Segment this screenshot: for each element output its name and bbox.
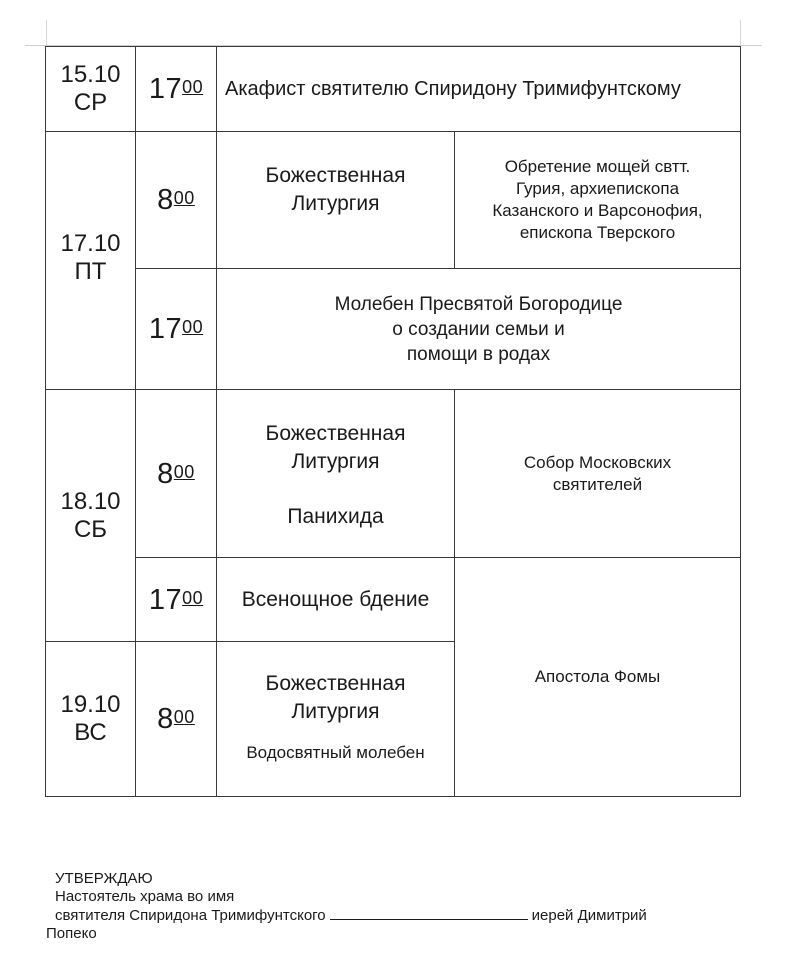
rector-surname: Попеко (46, 925, 97, 942)
schedule-table (45, 46, 741, 797)
service-name: Божественная (265, 672, 406, 695)
service-time: $8^{00}$ (157, 703, 195, 735)
service-name: Божественная (265, 164, 406, 187)
crop-mark-right (740, 20, 741, 45)
table-row (46, 269, 741, 390)
service-cell (217, 132, 455, 269)
weekday: ПТ (74, 258, 107, 285)
rector-line (55, 906, 647, 925)
table-row (46, 132, 741, 269)
feast-line: святителей (552, 474, 643, 494)
time-cell (136, 642, 217, 797)
time-cell (136, 47, 217, 132)
approval-block (55, 870, 647, 925)
feast-line: епископа Тверского (519, 223, 676, 242)
weekday: ВС (74, 719, 107, 746)
time-cell (136, 269, 217, 390)
feast-line: Собор Московских (523, 452, 672, 472)
service-cell (217, 558, 455, 642)
service-name: о создании семьи и (392, 318, 565, 340)
feast-line: Казанского и Варсонофия, (492, 201, 703, 220)
date-cell (46, 390, 136, 642)
rector-name: иерей Димитрий (531, 907, 647, 924)
time-cell (136, 390, 217, 558)
service-extra: Панихида (287, 505, 384, 528)
feast-cell (455, 132, 741, 269)
feast-line: Обретение мощей свтт. (504, 157, 691, 176)
date: 17.10 (60, 230, 121, 257)
service-name: Литургия (291, 700, 380, 723)
service-cell (217, 642, 455, 797)
service-time: $8^{00}$ (157, 457, 195, 490)
date-cell (46, 642, 136, 797)
service-cell (217, 47, 741, 132)
weekday: СБ (73, 515, 108, 543)
service-extra: Водосвятный молебен (246, 743, 425, 762)
time-cell (136, 132, 217, 269)
time-cell (136, 558, 217, 642)
feast-cell (455, 558, 741, 797)
service-time: $17^{00}$ (148, 583, 204, 616)
feast-line: Апостола Фомы (534, 667, 661, 686)
service-time: $17^{00}$ (148, 313, 204, 345)
table-row (46, 47, 741, 132)
service-name: Литургия (291, 192, 380, 215)
weekday: СР (73, 89, 108, 116)
date: 19.10 (60, 691, 121, 718)
date-cell (46, 47, 136, 132)
service-name: Божественная (265, 422, 406, 445)
feast-line: Гурия, архиепископа (515, 179, 680, 198)
date: 15.10 (60, 61, 121, 88)
feast-cell (455, 390, 741, 558)
service-name: Всенощное бдение (241, 587, 430, 611)
service-name: помощи в родах (406, 343, 551, 365)
service-name: Литургия (291, 450, 380, 473)
signature-line (330, 906, 528, 920)
crop-mark-left (46, 20, 47, 45)
table-row (46, 558, 741, 642)
rector-title: Настоятель храма во имя (55, 888, 235, 905)
service-time: $8^{00}$ (157, 184, 195, 216)
church-name: святителя Спиридона Тримифунтского (55, 907, 326, 924)
date-cell (46, 132, 136, 390)
service-name: Акафист святителю Спиридону Тримифунтскому (225, 78, 681, 100)
date: 18.10 (60, 487, 121, 515)
service-time: $17^{00}$ (148, 73, 204, 105)
service-cell (217, 390, 455, 558)
table-row (46, 390, 741, 558)
service-cell (217, 269, 741, 390)
approve-label: УТВЕРЖДАЮ (55, 870, 153, 887)
service-name: Молебен Пресвятой Богородице (334, 293, 623, 315)
